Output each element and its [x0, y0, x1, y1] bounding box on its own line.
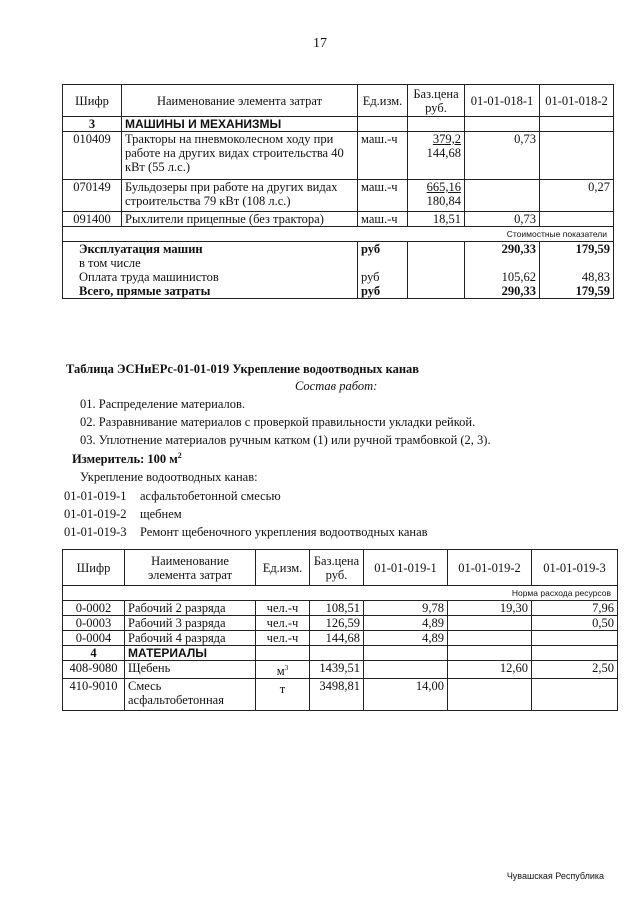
header-col2: 01-01-019-2 — [448, 550, 532, 586]
row-col1: 9,78 — [364, 601, 448, 616]
section-code: 3 — [63, 117, 122, 132]
list-item: 01-01-019-1 асфальтобетонной смесью — [64, 489, 281, 503]
summary-col1: 290,33 — [465, 284, 540, 299]
row-name: Смесь асфальтобетонная — [125, 679, 256, 711]
row-name: Рабочий 2 разряда — [125, 601, 256, 616]
footer-region: Чувашская Республика — [506, 871, 604, 881]
table-row — [63, 180, 614, 212]
section-title: МАШИНЫ И МЕХАНИЗМЫ — [122, 117, 358, 132]
machines-table — [62, 84, 614, 299]
summary-row — [63, 242, 614, 257]
header-unit: Ед.изм. — [358, 85, 408, 117]
header-code: Шифр — [63, 85, 122, 117]
header-name: Наименование элемента затрат — [122, 85, 358, 117]
summary-row — [63, 270, 614, 284]
row-code: 070149 — [63, 180, 122, 212]
row-col3: 7,96 — [532, 601, 618, 616]
summary-name: Эксплуатация машин — [63, 242, 358, 257]
row-price: 18,51 — [408, 212, 465, 227]
row-unit: маш.-ч — [358, 132, 408, 180]
row-price: 144,68 — [310, 631, 364, 646]
row-name: Бульдозеры при работе на других видах строительства 79 кВт (108 л.с.) — [122, 180, 358, 212]
row-price: 3498,81 — [310, 679, 364, 711]
cost-label: Стоимостные показатели — [63, 227, 614, 242]
works-intro: Укрепление водоотводных канав: — [80, 470, 258, 484]
row-unit: чел.-ч — [256, 631, 310, 646]
composition-title: Состав работ: — [295, 379, 378, 393]
row-col2 — [448, 679, 532, 711]
section-row — [63, 117, 614, 132]
table-row — [63, 679, 618, 711]
row-col2: 19,30 — [448, 601, 532, 616]
header-col1: 01-01-018-1 — [465, 85, 540, 117]
row-unit: чел.-ч — [256, 601, 310, 616]
row-code: 0-0004 — [63, 631, 125, 646]
row-col1: 0,73 — [465, 212, 540, 227]
work-item: 03. Уплотнение материалов ручным катком (1) или ручной трамбовкой (2, 3). — [80, 433, 491, 447]
row-col3: 2,50 — [532, 661, 618, 679]
header-col2: 01-01-018-2 — [540, 85, 614, 117]
row-price: 108,51 — [310, 601, 364, 616]
summary-name: Оплата труда машинистов — [63, 270, 358, 284]
row-name: Рабочий 4 разряда — [125, 631, 256, 646]
row-name: Щебень — [125, 661, 256, 679]
summary-row — [63, 284, 614, 299]
header-col1: 01-01-019-1 — [364, 550, 448, 586]
row-price: 379,2 144,68 — [408, 132, 465, 180]
section-row — [63, 646, 618, 661]
row-name: Рыхлители прицепные (без трактора) — [122, 212, 358, 227]
row-price: 126,59 — [310, 616, 364, 631]
row-col3 — [532, 631, 618, 646]
summary-col1: 290,33 — [465, 242, 540, 257]
summary-name: в том числе — [63, 256, 358, 270]
list-item: 01-01-019-3 Ремонт щебеночного укрепления водоотводных канав — [64, 525, 428, 539]
table-row — [63, 212, 614, 227]
row-code: 091400 — [63, 212, 122, 227]
row-code: 010409 — [63, 132, 122, 180]
header-unit: Ед.изм. — [256, 550, 310, 586]
table-row — [63, 132, 614, 180]
table-caption: Таблица ЭСНиЕРс-01-01-019 Укрепление водоотводных канав — [66, 362, 420, 376]
row-name: Тракторы на пневмоколесном ходу при работе на других видах строительства 40 кВт (55 л.с.) — [122, 132, 358, 180]
row-unit: маш.-ч — [358, 180, 408, 212]
row-price: 665,16 180,84 — [408, 180, 465, 212]
norm-label-row — [63, 586, 618, 601]
norm-label: Норма расхода ресурсов — [63, 586, 618, 601]
list-item: 01-01-019-2 щебнем — [64, 507, 182, 521]
section-code: 4 — [63, 646, 125, 661]
summary-col2: 179,59 — [540, 242, 614, 257]
row-unit: чел.-ч — [256, 616, 310, 631]
row-col2: 12,60 — [448, 661, 532, 679]
row-unit: $м^3$ — [256, 661, 310, 679]
summary-col2: 179,59 — [540, 284, 614, 299]
row-col1 — [364, 661, 448, 679]
row-unit: маш.-ч — [358, 212, 408, 227]
section-title: МАТЕРИАЛЫ — [125, 646, 256, 661]
row-col1: 4,89 — [364, 631, 448, 646]
row-col2 — [540, 212, 614, 227]
table-header-row — [63, 550, 618, 586]
work-item: 02. Разравнивание материалов с проверкой правильности укладки рейкой. — [80, 415, 476, 429]
summary-unit: руб — [358, 270, 408, 284]
table-header-row — [63, 85, 614, 117]
resources-table — [62, 549, 618, 711]
row-col2 — [540, 132, 614, 180]
row-col3: 0,50 — [532, 616, 618, 631]
row-code: 410-9010 — [63, 679, 125, 711]
row-col1: 14,00 — [364, 679, 448, 711]
row-col1: 4,89 — [364, 616, 448, 631]
row-code: 0-0002 — [63, 601, 125, 616]
table-row — [63, 631, 618, 646]
row-col3 — [532, 679, 618, 711]
summary-unit: руб — [358, 242, 408, 257]
table-row — [63, 616, 618, 631]
row-col2: 0,27 — [540, 180, 614, 212]
summary-unit: руб — [358, 284, 408, 299]
row-code: 0-0003 — [63, 616, 125, 631]
summary-col1: 105,62 — [465, 270, 540, 284]
row-col1 — [465, 180, 540, 212]
cost-label-row — [63, 227, 614, 242]
work-item: 01. Распределение материалов. — [80, 397, 246, 411]
row-name: Рабочий 3 разряда — [125, 616, 256, 631]
table-row — [63, 661, 618, 679]
header-price: Баз.цена руб. — [310, 550, 364, 586]
summary-col2: 48,83 — [540, 270, 614, 284]
row-price: 1439,51 — [310, 661, 364, 679]
row-col1: 0,73 — [465, 132, 540, 180]
page-number: 17 — [313, 36, 327, 51]
header-name: Наименование элемента затрат — [125, 550, 256, 586]
meter: Измеритель: 100 $м^2$ — [72, 451, 182, 467]
summary-row — [63, 256, 614, 270]
table-row — [63, 601, 618, 616]
row-code: 408-9080 — [63, 661, 125, 679]
header-col3: 01-01-019-3 — [532, 550, 618, 586]
header-code: Шифр — [63, 550, 125, 586]
row-col2 — [448, 616, 532, 631]
row-unit: т — [256, 679, 310, 711]
row-col2 — [448, 631, 532, 646]
header-price: Баз.цена руб. — [408, 85, 465, 117]
summary-name: Всего, прямые затраты — [63, 284, 358, 299]
